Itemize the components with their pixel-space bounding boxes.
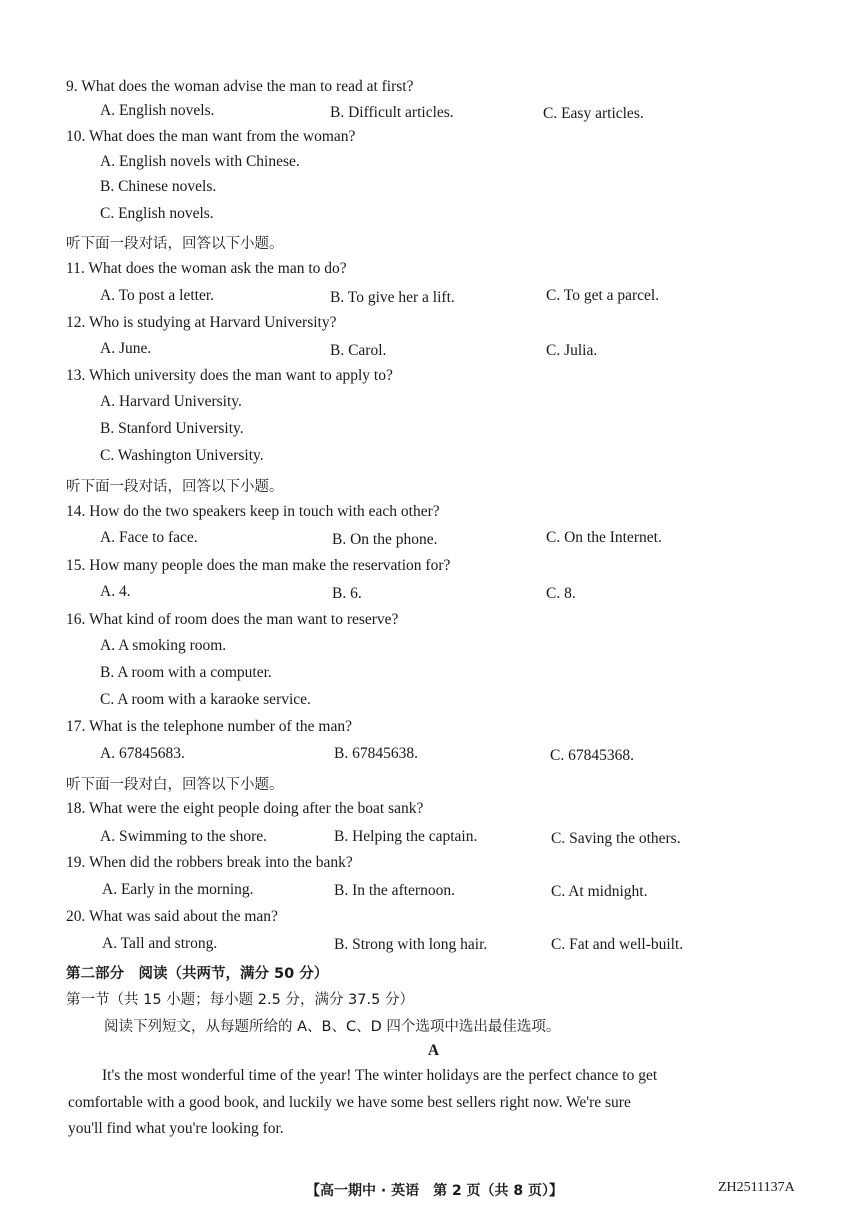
question-17-option-c: C. 67845368. — [550, 747, 634, 764]
question-12-option-c: C. Julia. — [546, 342, 598, 359]
part2-title: 第二部分 阅读（共两节，满分 50 分） — [66, 966, 329, 982]
question-10-option-c: C. English novels. — [100, 205, 214, 222]
question-9-option-a: A. English novels. — [100, 102, 215, 119]
question-14-stem: 14. How do the two speakers keep in touch with each other? — [66, 503, 440, 520]
question-16-option-a: A. A smoking room. — [100, 637, 227, 654]
question-20-option-c: C. Fat and well-built. — [551, 936, 684, 953]
question-13-stem: 13. Which university does the man want to apply to? — [66, 367, 393, 384]
monologue-instruction: 听下面一段对白，回答以下小题。 — [66, 777, 284, 793]
question-17-option-a: A. 67845683. — [100, 745, 185, 762]
question-18-option-b: B. Helping the captain. — [334, 828, 478, 845]
question-20-stem: 20. What was said about the man? — [66, 908, 278, 925]
question-12-option-a: A. June. — [100, 340, 152, 357]
question-9-stem: 9. What does the woman advise the man to read at first? — [66, 78, 414, 95]
question-18-option-c: C. Saving the others. — [551, 830, 681, 847]
page-footer: 【高一期中 · 英语 第 2 页（共 8 页）】 — [306, 1183, 564, 1199]
question-19-stem: 19. When did the robbers break into the bank? — [66, 854, 353, 871]
question-16-option-c: C. A room with a karaoke service. — [100, 691, 311, 708]
question-13-option-a: A. Harvard University. — [100, 393, 242, 410]
question-16-stem: 16. What kind of room does the man want to reserve? — [66, 611, 399, 628]
question-20-option-a: A. Tall and strong. — [102, 935, 218, 952]
question-15-option-b: B. 6. — [332, 585, 362, 602]
passage-line: It's the most wonderful time of the year! The winter holidays are the perfect chance to get — [102, 1067, 658, 1084]
exam-code: ZH2511137A — [718, 1180, 795, 1195]
question-11-option-c: C. To get a parcel. — [546, 287, 660, 304]
question-18-option-a: A. Swimming to the shore. — [100, 828, 268, 845]
dialogue-instruction: 听下面一段对话，回答以下小题。 — [66, 479, 284, 495]
question-11-option-b: B. To give her a lift. — [330, 289, 455, 306]
question-12-stem: 12. Who is studying at Harvard University? — [66, 314, 337, 331]
question-9-option-b: B. Difficult articles. — [330, 104, 454, 121]
question-11-stem: 11. What does the woman ask the man to do? — [66, 260, 347, 277]
question-10-stem: 10. What does the man want from the woman? — [66, 128, 356, 145]
question-19-option-b: B. In the afternoon. — [334, 882, 455, 899]
question-13-option-c: C. Washington University. — [100, 447, 264, 464]
question-17-option-b: B. 67845638. — [334, 745, 418, 762]
passage-a-text — [68, 1063, 806, 1143]
reading-direction: 阅读下列短文，从每题所给的 A、B、C、D 四个选项中选出最佳选项。 — [104, 1019, 561, 1035]
passage-line: comfortable with a good book, and luckily we have some best sellers right now. We're sure — [68, 1093, 631, 1111]
question-20-option-b: B. Strong with long hair. — [334, 936, 488, 953]
question-15-option-a: A. 4. — [100, 583, 131, 600]
question-15-option-c: C. 8. — [546, 585, 576, 602]
question-14-option-b: B. On the phone. — [332, 531, 438, 548]
passage-line: you'll find what you're looking for. — [68, 1120, 284, 1137]
question-15-stem: 15. How many people does the man make the reservation for? — [66, 557, 451, 574]
question-19-option-c: C. At midnight. — [551, 883, 648, 900]
question-16-option-b: B. A room with a computer. — [100, 664, 272, 681]
question-14-option-c: C. On the Internet. — [546, 529, 662, 546]
question-10-option-a: A. English novels with Chinese. — [100, 153, 300, 170]
question-12-option-b: B. Carol. — [330, 342, 387, 359]
question-9-option-c: C. Easy articles. — [543, 105, 644, 122]
question-19-option-a: A. Early in the morning. — [102, 881, 254, 898]
question-13-option-b: B. Stanford University. — [100, 420, 244, 437]
question-17-stem: 17. What is the telephone number of the man? — [66, 718, 352, 735]
section1-heading: 第一节（共 15 小题；每小题 2.5 分，满分 37.5 分） — [66, 992, 414, 1008]
question-18-stem: 18. What were the eight people doing after the boat sank? — [66, 800, 424, 817]
passage-label: A — [427, 1042, 440, 1059]
question-11-option-a: A. To post a letter. — [100, 287, 215, 304]
question-10-option-b: B. Chinese novels. — [100, 178, 217, 195]
dialogue-instruction: 听下面一段对话，回答以下小题。 — [66, 236, 284, 252]
question-14-option-a: A. Face to face. — [100, 529, 198, 546]
